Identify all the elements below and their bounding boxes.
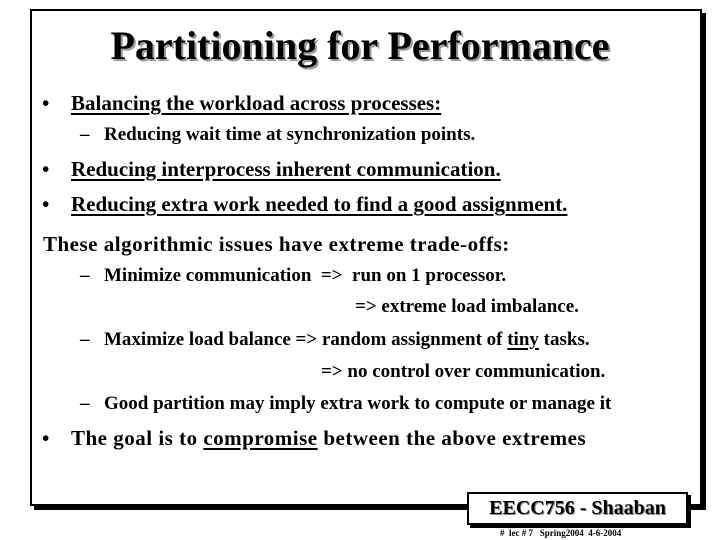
sub-minimize-communication: Minimize communication => run on 1 processor. <box>104 265 507 286</box>
dash-marker: – <box>80 265 90 286</box>
slide-title: Partitioning for Performance <box>110 23 610 68</box>
bullet-marker: • <box>42 157 50 181</box>
sub-extreme-load-imbalance: => extreme load imbalance. <box>355 296 579 317</box>
sub-good-partition: Good partition may imply extra work to compute or manage it <box>104 393 612 414</box>
tradeoffs-intro: These algorithmic issues have extreme trade-offs: <box>43 232 510 256</box>
bullet-marker: • <box>42 426 50 450</box>
sub-reducing-wait-time: Reducing wait time at synchronization points. <box>104 124 476 145</box>
bullet-marker: • <box>42 91 50 115</box>
goal-statement <box>71 426 586 451</box>
dash-marker: – <box>80 393 90 414</box>
course-label-box: EECC756 - Shaaban <box>467 492 688 525</box>
compromise-word: compromise <box>203 426 318 450</box>
dash-marker: – <box>80 124 90 145</box>
tiny-word: tiny <box>507 329 539 350</box>
tasks-text: tasks. <box>538 329 590 350</box>
bullet-balancing-workload: Balancing the workload across processes: <box>71 91 442 115</box>
lecture-note: # lec # 7 Spring2004 4-6-2004 <box>500 528 622 538</box>
goal-pre-text: The goal is to <box>71 426 204 450</box>
sub-maximize-load-balance <box>104 329 590 351</box>
bullet-marker: • <box>42 192 50 216</box>
sub-no-control-communication: => no control over communication. <box>321 361 606 382</box>
goal-post-text: between the above extremes <box>317 426 587 450</box>
bullet-reducing-extra-work: Reducing extra work needed to find a good assignment. <box>71 192 568 216</box>
bullet-reducing-communication: Reducing interprocess inherent communication. <box>71 157 501 181</box>
dash-marker: – <box>80 329 90 350</box>
maximize-text: Maximize load balance => random assignment of <box>104 329 508 350</box>
